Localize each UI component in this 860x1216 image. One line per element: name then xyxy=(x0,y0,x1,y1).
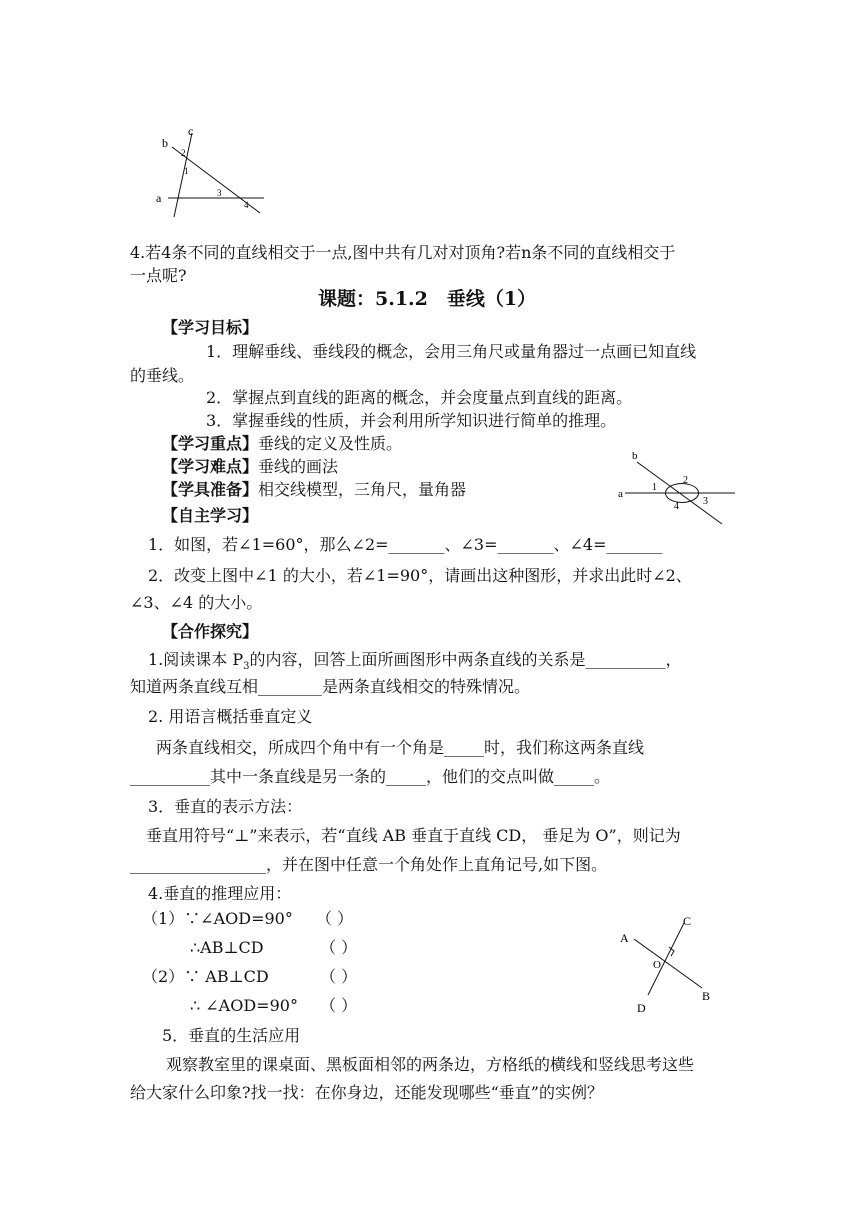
self-study-q2-line1: 2．改变上图中∠1 的大小，若∠1=90°，请画出这种图形，并求出此时∠2、 xyxy=(148,566,692,585)
focus-heading: 【学习重点】 xyxy=(162,434,259,453)
self-study-q2-line2: ∠3、∠4 的大小。 xyxy=(130,593,263,612)
line-c xyxy=(174,133,192,217)
tools-row xyxy=(162,480,466,500)
coop-q2-line2: __________其中一条直线是另一条的_____，他们的交点叫做_____。 xyxy=(130,767,611,786)
figure-perpendicular-ab-cd xyxy=(610,905,720,1015)
coop-q3: 3．垂直的表示方法： xyxy=(148,797,303,816)
objective-2: 2．掌握点到直线的距离的概念，并会度量点到直线的距离。 xyxy=(206,388,633,407)
figure-intersecting-lines-abc xyxy=(150,125,270,220)
label-B: B xyxy=(702,989,711,1003)
label-4: 4 xyxy=(244,200,249,210)
label-O: O xyxy=(653,959,661,971)
coop-q3-line2: _________________，并在图中任意一个角处作上直角记号,如下图。 xyxy=(130,855,608,874)
label-3: 3 xyxy=(703,496,708,507)
coop-q3-line1: 垂直用符号“⊥”来表示，若“直线 AB 垂直于直线 CD， 垂足为 O”，则记为 xyxy=(146,826,681,845)
label-D: D xyxy=(637,1001,646,1015)
coop-q1-sub: 3 xyxy=(243,661,250,673)
difficulty-heading: 【学习难点】 xyxy=(162,457,259,476)
reasoning-3-blank: （ ） xyxy=(320,967,358,986)
coop-q1-line2: 知道两条直线互相________是两条直线相交的特殊情况。 xyxy=(130,677,531,696)
objectives-heading: 【学习目标】 xyxy=(162,318,259,337)
objective-1-line2: 的垂线。 xyxy=(130,366,195,385)
self-study-q1: 1．如图，若∠1=60°，那么∠2=_______、∠3=_______、∠4=_______ xyxy=(148,535,663,554)
difficulty-row xyxy=(162,457,338,477)
reasoning-1: （1）∵∠AOD=90° xyxy=(142,909,293,928)
label-2: 2 xyxy=(181,148,186,158)
self-study-heading: 【自主学习】 xyxy=(162,506,259,525)
coop-q5-line2: 给大家什么印象?找一找：在你身边，还能发现哪些“垂直”的实例？ xyxy=(130,1083,603,1102)
label-A: A xyxy=(620,931,629,945)
coop-q2-line1: 两条直线相交，所成四个角中有一个角是_____时，我们称这两条直线 xyxy=(156,738,645,757)
figure-angles-1-4 xyxy=(615,448,740,528)
label-b: b xyxy=(162,136,168,150)
label-C: C xyxy=(683,914,692,928)
label-2: 2 xyxy=(683,475,688,486)
reasoning-4-blank: （ ） xyxy=(320,996,358,1015)
reasoning-4: ∴ ∠AOD=90° xyxy=(190,996,298,1015)
question-4-line1: 4.若4条不同的直线相交于一点,图中共有几对对顶角?若n条不同的直线相交于 xyxy=(130,243,676,262)
coop-q1-pre: 1.阅读课本 P xyxy=(148,650,244,669)
tools-heading: 【学具准备】 xyxy=(162,480,259,499)
coop-q1-line1 xyxy=(148,650,682,677)
label-1: 1 xyxy=(652,482,657,493)
label-4: 4 xyxy=(674,501,679,512)
label-1: 1 xyxy=(184,166,189,176)
difficulty-text: 垂线的画法 xyxy=(258,457,339,476)
coop-q1-post: 的内容，回答上面所画图形中两条直线的关系是__________， xyxy=(249,650,682,669)
reasoning-2: ∴AB⊥CD xyxy=(190,938,264,957)
label-c: c xyxy=(188,125,194,138)
label-3: 3 xyxy=(217,188,222,198)
coop-q4: 4.垂直的推理应用： xyxy=(148,884,292,903)
question-4-line2: 一点呢? xyxy=(130,266,187,285)
coop-q5-line1: 观察教室里的课桌面、黑板面相邻的两条边，方格纸的横线和竖线思考这些 xyxy=(166,1055,695,1074)
reasoning-1-blank: （ ） xyxy=(316,909,354,928)
focus-text: 垂线的定义及性质。 xyxy=(258,434,403,453)
objective-3: 3．掌握垂线的性质，并会利用所学知识进行简单的推理。 xyxy=(206,411,617,430)
reasoning-2-blank: （ ） xyxy=(320,938,358,957)
reasoning-3: （2）∵ AB⊥CD xyxy=(142,967,269,986)
coop-q5: 5．垂直的生活应用 xyxy=(162,1026,301,1045)
line-ab xyxy=(634,939,702,988)
tools-text: 相交线模型，三角尺，量角器 xyxy=(258,480,467,499)
focus-row xyxy=(162,434,402,454)
lesson-title: 课题：5.1.2 垂线（1） xyxy=(318,288,537,310)
label-a: a xyxy=(618,488,623,500)
label-b: b xyxy=(632,450,638,462)
label-a: a xyxy=(156,191,162,205)
coop-q2: 2. 用语言概括垂直定义 xyxy=(148,707,313,726)
objective-1-line1: 1．理解垂线、垂线段的概念，会用三角尺或量角器过一点画已知直线 xyxy=(206,342,697,361)
coop-heading: 【合作探究】 xyxy=(162,622,259,641)
